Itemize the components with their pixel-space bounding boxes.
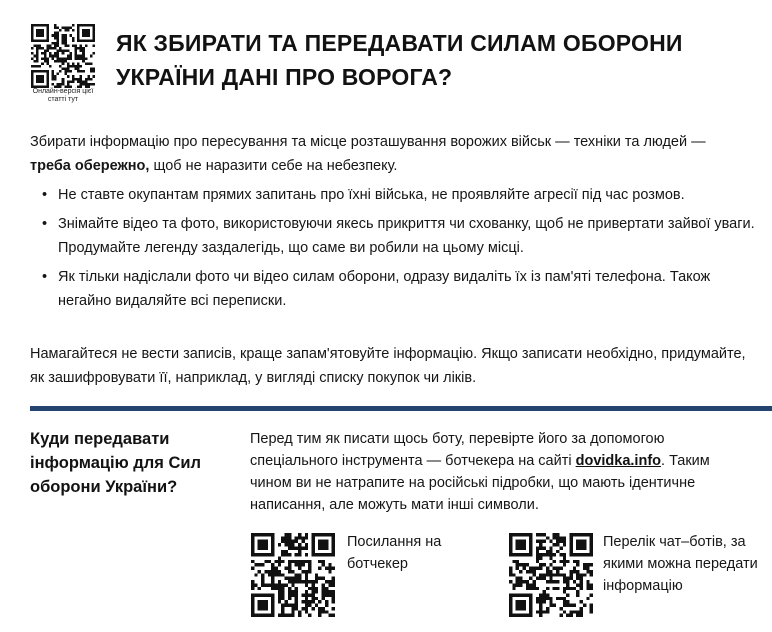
qr-label-chatbot-list: Перелік чат–ботів, за якими можна передати інформацію bbox=[603, 534, 758, 594]
bullet-icon: • bbox=[42, 216, 48, 232]
bot-check-paragraph bbox=[250, 428, 755, 516]
page-title: ЯК ЗБИРАТИ ТА ПЕРЕДАВАТИ СИЛАМ ОБОРОНИ УКРАЇНИ ДАНІ ПРО ВОРОГА? bbox=[116, 30, 683, 90]
list-item bbox=[30, 265, 760, 313]
section-heading: Куди передавати інформацію для Сил оборони України? bbox=[30, 430, 201, 496]
qr-code-botchecker[interactable] bbox=[250, 533, 336, 617]
advice-paragraph: Намагайтеся не вести записів, краще запам'ятовуйте інформацію. Якщо записати необхідно, придумайте, як зашифровувати її, наприклад, у вигляді списку покупок чи ліків. bbox=[30, 346, 746, 386]
qr-label-botchecker: Посилання на ботчекер bbox=[347, 534, 442, 572]
tip-text: Як тільки надіслали фото чи відео силам оборони, одразу видаліть їх із пам'яті телефона. Також негайно видаляйте всі переписки. bbox=[58, 269, 711, 309]
bullet-icon: • bbox=[42, 269, 48, 285]
intro-paragraph bbox=[30, 130, 750, 178]
bullet-icon: • bbox=[42, 187, 48, 203]
list-item bbox=[30, 183, 760, 207]
bot-text-end: . Таким чином ви не натрапите на російські підробки, що мають ідентичне написання, але можуть мати інші символи. bbox=[250, 453, 710, 513]
list-item bbox=[30, 212, 760, 260]
bot-text-start: Перед тим як писати щось боту, перевірте його за допомогою спеціального інструмента — ботчекера на сайті bbox=[250, 431, 665, 469]
dovidka-link[interactable]: dovidka.info bbox=[575, 453, 662, 469]
intro-emphasis: треба обережно, bbox=[30, 158, 150, 174]
section-divider bbox=[30, 406, 772, 411]
qr-code-online-version[interactable] bbox=[30, 24, 96, 88]
intro-text-start: Збирати інформацію про пересування та місце розташування ворожих військ — техніки та людей — bbox=[30, 134, 706, 150]
qr-code-chatbot-list[interactable] bbox=[508, 533, 594, 617]
safety-tips-list bbox=[30, 183, 760, 318]
tip-text: Знімайте відео та фото, використовуючи якесь прикриття чи схованку, щоб не привертати зайвої уваги. Продумайте легенду заздалегідь, що саме ви робили на цьому місці. bbox=[58, 216, 755, 256]
tip-text: Не ставте окупантам прямих запитань про їхні війська, не проявляйте агресії під час розмов. bbox=[58, 187, 685, 203]
qr-caption: Онлайн-версія цієї статті тут bbox=[32, 88, 94, 103]
intro-text-end: щоб не наразити себе на небезпеку. bbox=[149, 158, 398, 174]
